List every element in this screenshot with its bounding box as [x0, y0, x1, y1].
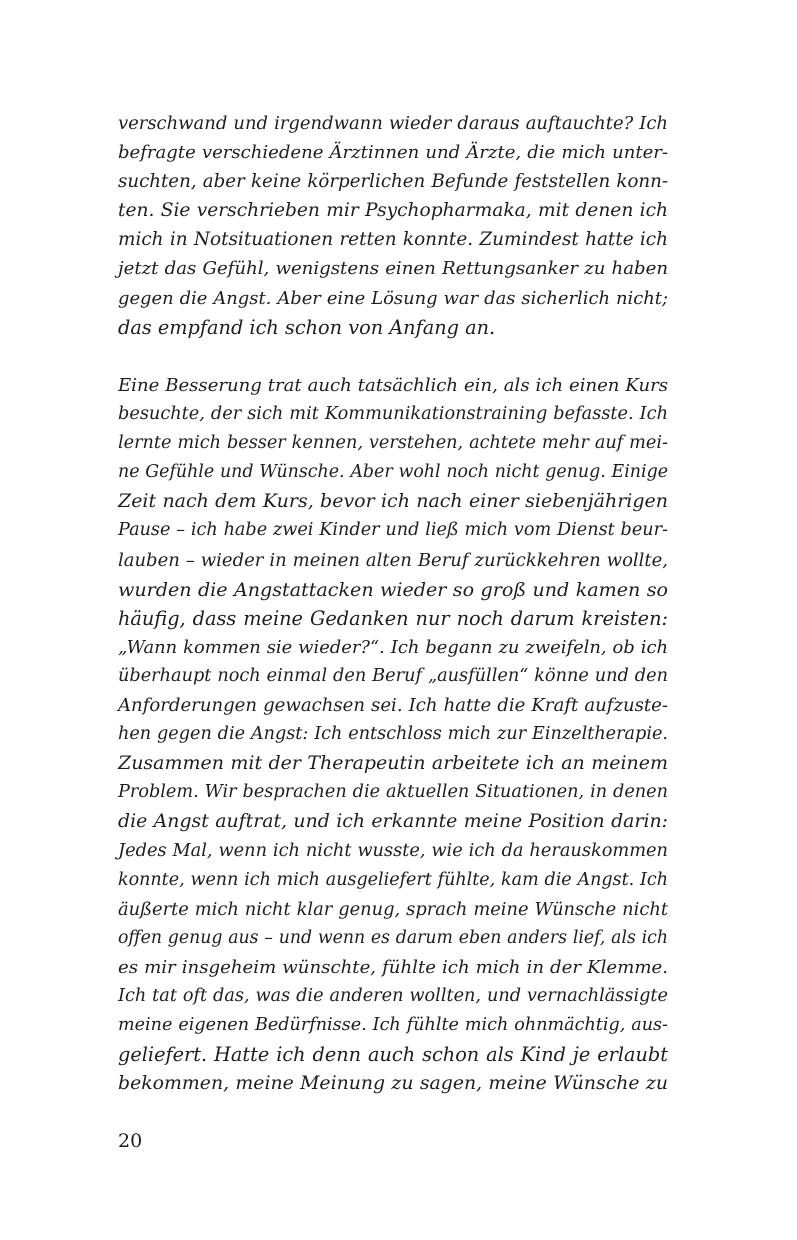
text-line: „Wann kommen sie wieder?“. Ich begann zu zweifeln, ob ich	[118, 636, 668, 658]
text-line: überhaupt noch einmal den Beruf „ausfüllen“ könne und den	[118, 665, 668, 686]
paragraph-2	[118, 371, 668, 1098]
text-line: Anforderungen gewachsen sei. Ich hatte die Kraft aufzuste-	[118, 695, 668, 717]
text-line: besuchte, der sich mit Kommunikationstraining befasste. Ich	[118, 404, 668, 425]
text-line: offen genug aus – und wenn es darum eben anders lief, als ich	[118, 927, 668, 948]
text-line: lauben – wieder in meinen alten Beruf zurückkehren wollte,	[118, 549, 668, 571]
text-line: verschwand und irgendwann wieder daraus auftauchte? Ich	[118, 113, 668, 134]
text-line: ne Gefühle und Wünsche. Aber wohl noch nicht genug. Einige	[118, 462, 668, 483]
text-line: häufig, dass meine Gedanken nur noch darum kreisten:	[118, 606, 668, 630]
text-line: konnte, wenn ich mich ausgeliefert fühlte, kam die Angst. Ich	[118, 869, 668, 890]
text-line: wurden die Angstattacken wieder so groß und kamen so	[118, 577, 668, 601]
text-line: suchten, aber keine körperlichen Befunde feststellen konn-	[118, 171, 668, 193]
text-line: lernte mich besser kennen, verstehen, achtete mehr auf mei-	[118, 433, 668, 454]
text-line: hen gegen die Angst: Ich entschloss mich zur Einzeltherapie.	[118, 724, 668, 745]
text-line: Problem. Wir besprachen die aktuellen Situationen, in denen	[118, 782, 668, 803]
page-number: 20	[118, 1130, 143, 1152]
text-line: geliefert. Hatte ich denn auch schon als Kind je erlaubt	[118, 1043, 668, 1067]
text-line: Pause – ich habe zwei Kinder und ließ mich vom Dienst beur-	[118, 520, 668, 541]
text-line: die Angst auftrat, und ich erkannte meine Position darin:	[118, 810, 668, 833]
text-line: bekommen, meine Meinung zu sagen, meine Wünsche zu	[118, 1072, 668, 1095]
text-line: es mir insgeheim wünschte, fühlte ich mich in der Klemme.	[118, 956, 668, 978]
text-line: jetzt das Gefühl, wenigstens einen Rettungsanker zu haben	[118, 258, 668, 280]
text-line: meine eigenen Bedürfnisse. Ich fühlte mich ohnmächtig, aus-	[118, 1015, 668, 1036]
text-line: äußerte mich nicht klar genug, sprach meine Wünsche nicht	[118, 898, 668, 920]
text-line: Zeit nach dem Kurs, bevor ich nach einer siebenjährigen	[118, 490, 668, 513]
text-line: ten. Sie verschrieben mir Psychopharmaka, mit denen ich	[118, 200, 668, 222]
text-line: gegen die Angst. Aber eine Lösung war das sicherlich nicht;	[118, 287, 668, 309]
text-line: Jedes Mal, wenn ich nicht wusste, wie ich da herauskommen	[118, 840, 668, 861]
text-line: mich in Notsituationen retten konnte. Zumindest hatte ich	[118, 229, 668, 251]
text-line: Ich tat oft das, was die anderen wollten, und vernachlässigte	[118, 985, 668, 1006]
paragraph-1	[118, 109, 668, 342]
text-line: befragte verschiedene Ärztinnen und Ärzte, die mich unter-	[118, 142, 668, 164]
text-line: das empfand ich schon von Anfang an.	[118, 315, 496, 339]
text-line: Eine Besserung trat auch tatsächlich ein, als ich einen Kurs	[118, 375, 668, 396]
text-line: Zusammen mit der Therapeutin arbeitete ich an meinem	[118, 752, 668, 775]
